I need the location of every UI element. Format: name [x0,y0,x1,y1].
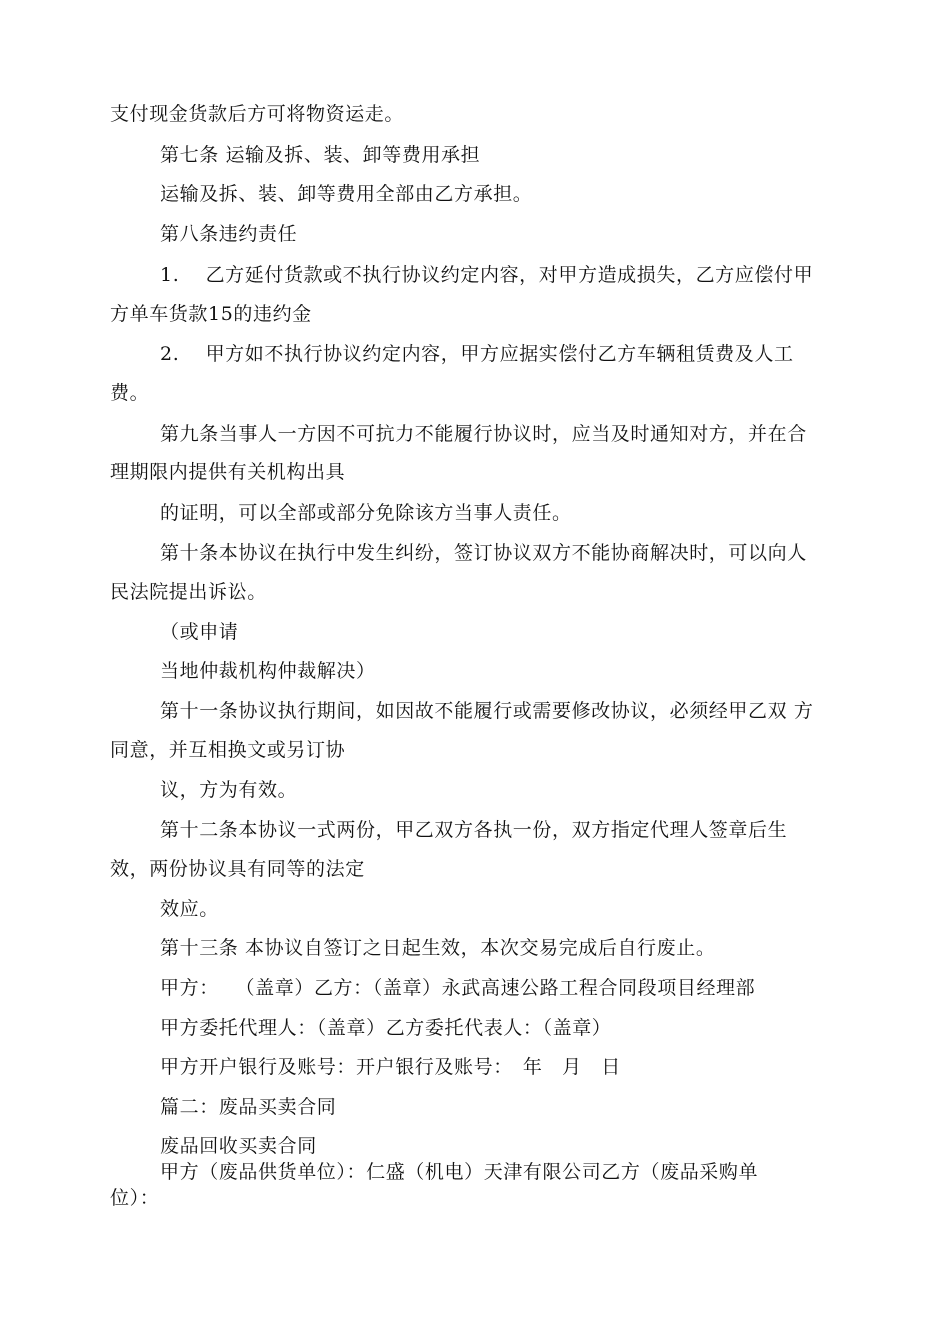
text-line: 同意，并互相换文或另订协 [110,739,346,761]
article-7-heading: 第七条 运输及拆、装、卸等费用承担 [160,144,481,166]
text-line: 费。 [110,382,150,404]
text-line: 议，方为有效。 [160,779,298,801]
signature-agent-line: 甲方委托代理人：（盖章）乙方委托代表人：（盖章） [160,1017,612,1039]
text-line: 效，两份协议具有同等的法定 [110,858,365,880]
party-a-line: 甲方（废品供货单位）：仁盛（机电）天津有限公司乙方（废品采购单 [160,1161,759,1183]
text-line: （或申请 [160,621,239,643]
text-line: 理期限内提供有关机构出具 [110,461,346,483]
list-item: 2. 甲方如不执行协议约定内容，甲方应据实偿付乙方车辆租赁费及人工 [160,343,794,365]
text-line: 效应。 [160,898,219,920]
contract-title: 废品回收买卖合同 [160,1135,317,1157]
signature-bank-line: 甲方开户银行及账号：开户银行及账号： 年 月 日 [160,1056,621,1078]
text-line: 支付现金货款后方可将物资运走。 [110,103,405,125]
text-line: 位）： [110,1187,160,1209]
article-11-text: 第十一条协议执行期间，如因故不能履行或需要修改协议，必须经甲乙双 方 [160,700,814,722]
section-title: 篇二：废品买卖合同 [160,1096,337,1118]
text-line: 当地仲裁机构仲裁解决） [160,660,376,682]
article-12-text: 第十二条本协议一式两份，甲乙双方各执一份，双方指定代理人签章后生 [160,819,788,841]
article-9-text: 第九条当事人一方因不可抗力不能履行协议时，应当及时通知对方，并在合 [160,423,807,445]
list-item: 1. 乙方延付货款或不执行协议约定内容，对甲方造成损失，乙方应偿付甲 [160,264,814,286]
text-line: 民法院提出诉讼。 [110,581,267,603]
article-10-text: 第十条本协议在执行中发生纠纷，签订协议双方不能协商解决时，可以向人 [160,542,807,564]
article-13-text: 第十三条 本协议自签订之日起生效，本次交易完成后自行废止。 [160,937,716,959]
article-8-heading: 第八条违约责任 [160,223,298,245]
text-line: 运输及拆、装、卸等费用全部由乙方承担。 [160,183,533,205]
text-line: 方单车货款15的违约金 [110,303,312,325]
signature-party-line: 甲方： （盖章）乙方：（盖章）永武高速公路工程合同段项目经理部 [160,977,756,999]
text-line: 的证明，可以全部或部分免除该方当事人责任。 [160,502,572,524]
